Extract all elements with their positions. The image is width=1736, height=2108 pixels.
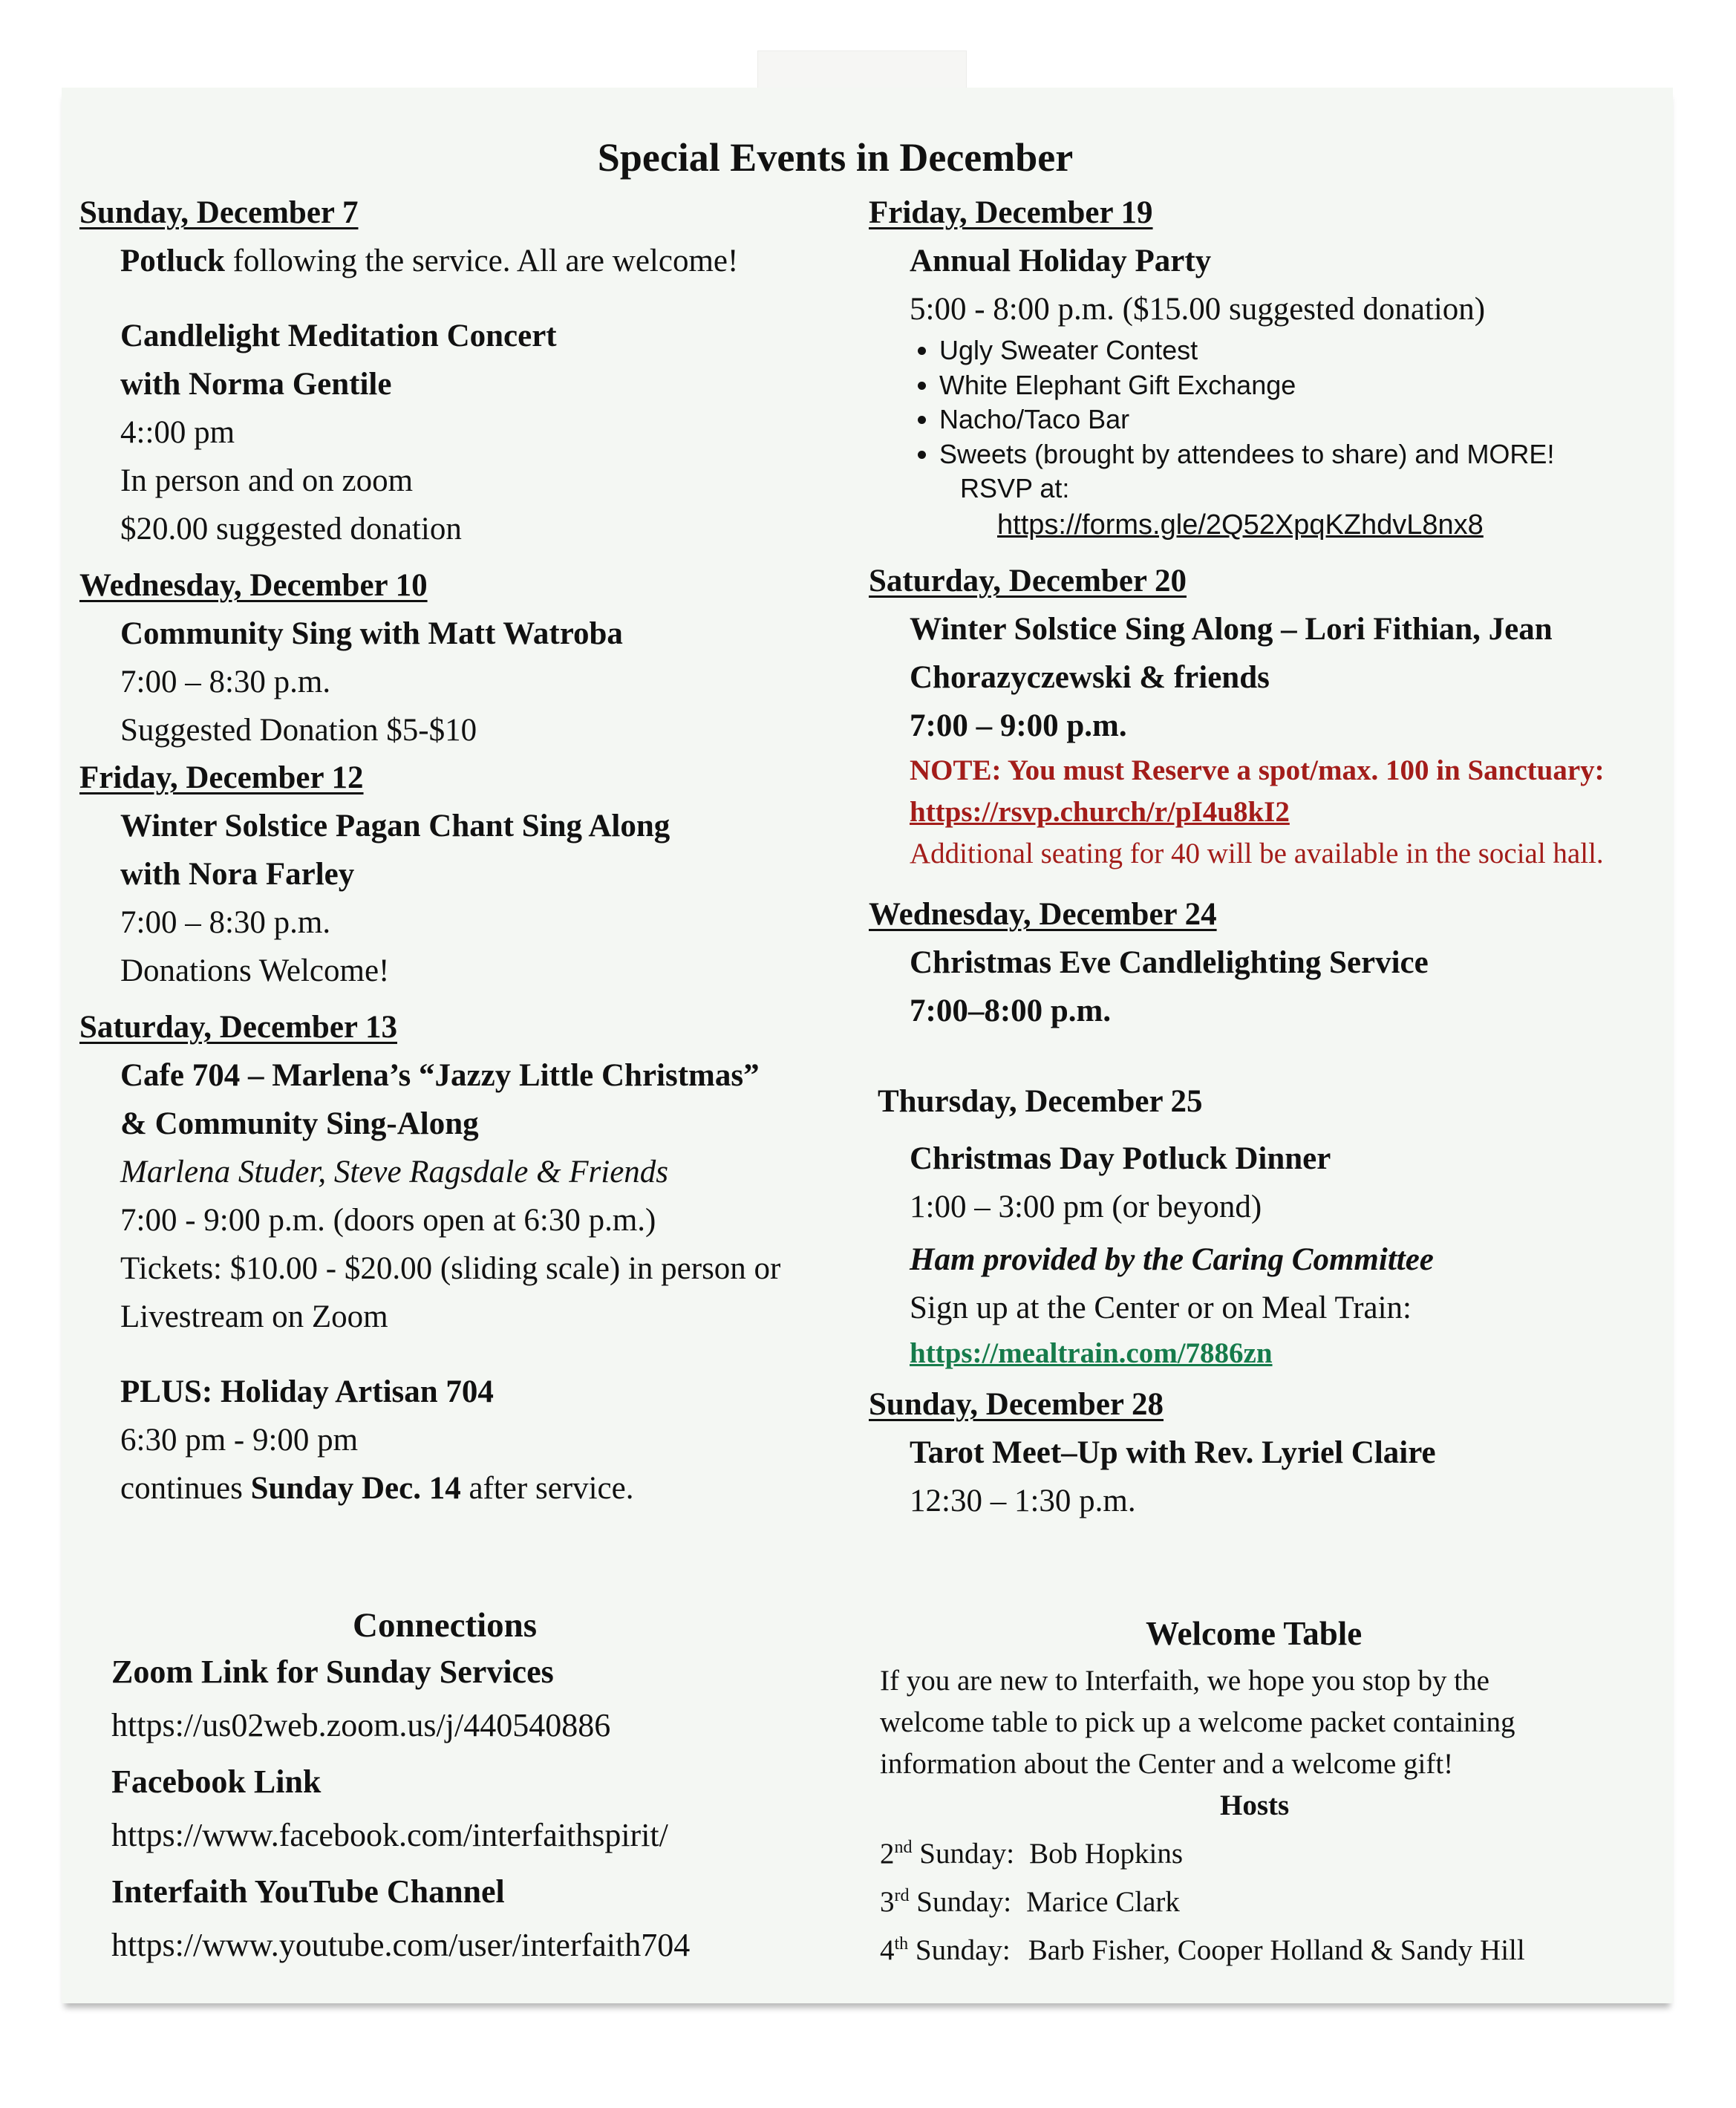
seating-note: Additional seating for 40 will be available in the social hall. [910, 838, 1604, 869]
potluck-text: following the service. All are welcome! [224, 244, 739, 278]
host-names: Barb Fisher, Cooper Holland & Sandy Hill [1028, 1934, 1525, 1966]
day-heading: Saturday, December 13 [79, 1010, 397, 1045]
event-time: 7:00 – 8:30 p.m. [120, 905, 331, 940]
day-heading: Sunday, December 28 [869, 1387, 1164, 1422]
event-title: Tarot Meet–Up with Rev. Lyriel Claire [910, 1435, 1436, 1470]
event-donation: $20.00 suggested donation [120, 512, 462, 546]
youtube-url[interactable]: https://www.youtube.com/user/interfaith704 [111, 1927, 691, 1963]
event-tickets: Tickets: $10.00 - $20.00 (sliding scale) in person or [120, 1251, 781, 1286]
host-row [880, 1923, 1667, 1971]
event-title: Candlelight Meditation Concert [120, 319, 557, 353]
welcome-text: information about the Center and a welcome gift! [880, 1748, 1454, 1780]
event-title: Community Sing with Matt Watroba [120, 616, 623, 651]
host-ordinal-suffix: nd [894, 1838, 913, 1857]
day-heading: Wednesday, December 24 [869, 897, 1217, 932]
host-ordinal-suffix: th [894, 1934, 909, 1954]
list-item: • Sweets (brought by attendees to share) and MORE! [939, 437, 1671, 472]
day-heading: Friday, December 12 [79, 760, 364, 795]
event-title: Christmas Day Potluck Dinner [910, 1141, 1331, 1176]
party-activities-list [910, 333, 1671, 471]
event-time: 7:00 - 9:00 p.m. (doors open at 6:30 p.m.) [120, 1203, 656, 1238]
event-time: 12:30 – 1:30 p.m. [910, 1484, 1136, 1518]
welcome-title: Welcome Table [1146, 1615, 1363, 1652]
day-heading: Wednesday, December 10 [79, 568, 428, 603]
host-label: Sunday: [912, 1838, 1015, 1870]
event-time: 7:00–8:00 p.m. [910, 993, 1112, 1028]
facebook-label: Facebook Link [111, 1763, 322, 1800]
continues-date: Sunday Dec. 14 [250, 1471, 461, 1506]
event-thursday-dec-25 [869, 1078, 1671, 1375]
hosts-title: Hosts [1220, 1789, 1290, 1821]
event-title: Chorazyczewski & friends [910, 660, 1270, 695]
connections-title: Connections [353, 1606, 538, 1645]
continues-text: continues [120, 1471, 251, 1506]
youtube-label: Interfaith YouTube Channel [111, 1873, 505, 1910]
event-sunday-dec-7 [79, 189, 859, 553]
list-item: • White Elephant Gift Exchange [939, 368, 1671, 403]
event-performers: Marlena Studer, Steve Ragsdale & Friends [120, 1155, 669, 1190]
host-label: Sunday: [908, 1934, 1011, 1966]
event-time: 7:00 – 8:30 p.m. [120, 665, 331, 699]
event-title: PLUS: Holiday Artisan 704 [120, 1374, 494, 1409]
event-title: & Community Sing-Along [120, 1106, 479, 1141]
rsvp-label: RSVP at: [960, 473, 1070, 503]
day-heading: Thursday, December 25 [878, 1084, 1203, 1119]
left-column [79, 189, 859, 1513]
page-title: Special Events in December [597, 135, 1074, 180]
mealtrain-link[interactable]: https://mealtrain.com/7886zn [910, 1337, 1273, 1369]
host-names: Marice Clark [1026, 1886, 1180, 1918]
continues-text: after service. [460, 1471, 634, 1506]
event-donation: Donations Welcome! [120, 953, 390, 988]
event-title: Winter Solstice Sing Along – Lori Fithian, Jean [910, 612, 1553, 647]
event-mode: In person and on zoom [120, 463, 414, 498]
event-time: 7:00 – 9:00 p.m. [910, 708, 1127, 743]
host-label: Sunday: [909, 1886, 1012, 1918]
event-wednesday-dec-10 [79, 562, 859, 754]
event-sunday-dec-28 [869, 1381, 1671, 1525]
event-tickets: Livestream on Zoom [120, 1299, 388, 1334]
event-donation: Suggested Donation $5-$10 [120, 713, 477, 748]
rsvp-link[interactable]: https://forms.gle/2Q52XpqKZhdvL8nx8 [997, 509, 1484, 541]
host-names: Bob Hopkins [1029, 1838, 1184, 1870]
event-title: with Nora Farley [120, 857, 355, 892]
zoom-label: Zoom Link for Sunday Services [111, 1654, 554, 1690]
event-title: with Norma Gentile [120, 367, 392, 402]
event-time: 1:00 – 3:00 pm (or beyond) [910, 1190, 1262, 1224]
event-wednesday-dec-24 [869, 891, 1671, 1035]
rsvp-church-link[interactable]: https://rsvp.church/r/pI4u8kI2 [910, 796, 1290, 828]
event-friday-dec-19 [869, 189, 1671, 544]
right-column [869, 189, 1671, 1525]
day-heading: Sunday, December 7 [79, 195, 359, 230]
host-row [880, 1875, 1667, 1923]
ham-note: Ham provided by the Caring Committee [910, 1242, 1434, 1277]
signup-text: Sign up at the Center or on Meal Train: [910, 1290, 1412, 1325]
event-title: Winter Solstice Pagan Chant Sing Along [120, 809, 670, 843]
host-row [880, 1827, 1667, 1875]
event-saturday-dec-13 [79, 1004, 859, 1513]
welcome-table-section [880, 1610, 1667, 1971]
reserve-note: NOTE: You must Reserve a spot/max. 100 in Sanctuary: [910, 754, 1605, 786]
potluck-label: Potluck [120, 244, 225, 278]
day-heading: Friday, December 19 [869, 195, 1153, 230]
zoom-url[interactable]: https://us02web.zoom.us/j/440540886 [111, 1707, 611, 1743]
event-title: Christmas Eve Candlelighting Service [910, 945, 1429, 980]
welcome-text: If you are new to Interfaith, we hope you stop by the [880, 1665, 1489, 1697]
facebook-url[interactable]: https://www.facebook.com/interfaithspirit/ [111, 1817, 668, 1853]
event-title: Cafe 704 – Marlena’s “Jazzy Little Christmas” [120, 1058, 760, 1093]
event-saturday-dec-20 [869, 558, 1671, 875]
event-time: 5:00 - 8:00 p.m. ($15.00 suggested donation) [910, 292, 1486, 327]
connections-section [111, 1605, 780, 1972]
event-title: Annual Holiday Party [910, 244, 1212, 278]
event-friday-dec-12 [79, 754, 859, 995]
welcome-text: welcome table to pick up a welcome packet containing [880, 1706, 1515, 1738]
host-ordinal-suffix: rd [894, 1886, 910, 1905]
event-time: 6:30 pm - 9:00 pm [120, 1423, 359, 1458]
list-item: • Ugly Sweater Contest [939, 333, 1671, 368]
list-item: • Nacho/Taco Bar [939, 402, 1671, 437]
event-time: 4::00 pm [120, 415, 235, 450]
day-heading: Saturday, December 20 [869, 564, 1187, 598]
host-ordinal: 2 [880, 1838, 895, 1870]
host-ordinal: 3 [880, 1886, 895, 1918]
host-ordinal: 4 [880, 1934, 895, 1966]
